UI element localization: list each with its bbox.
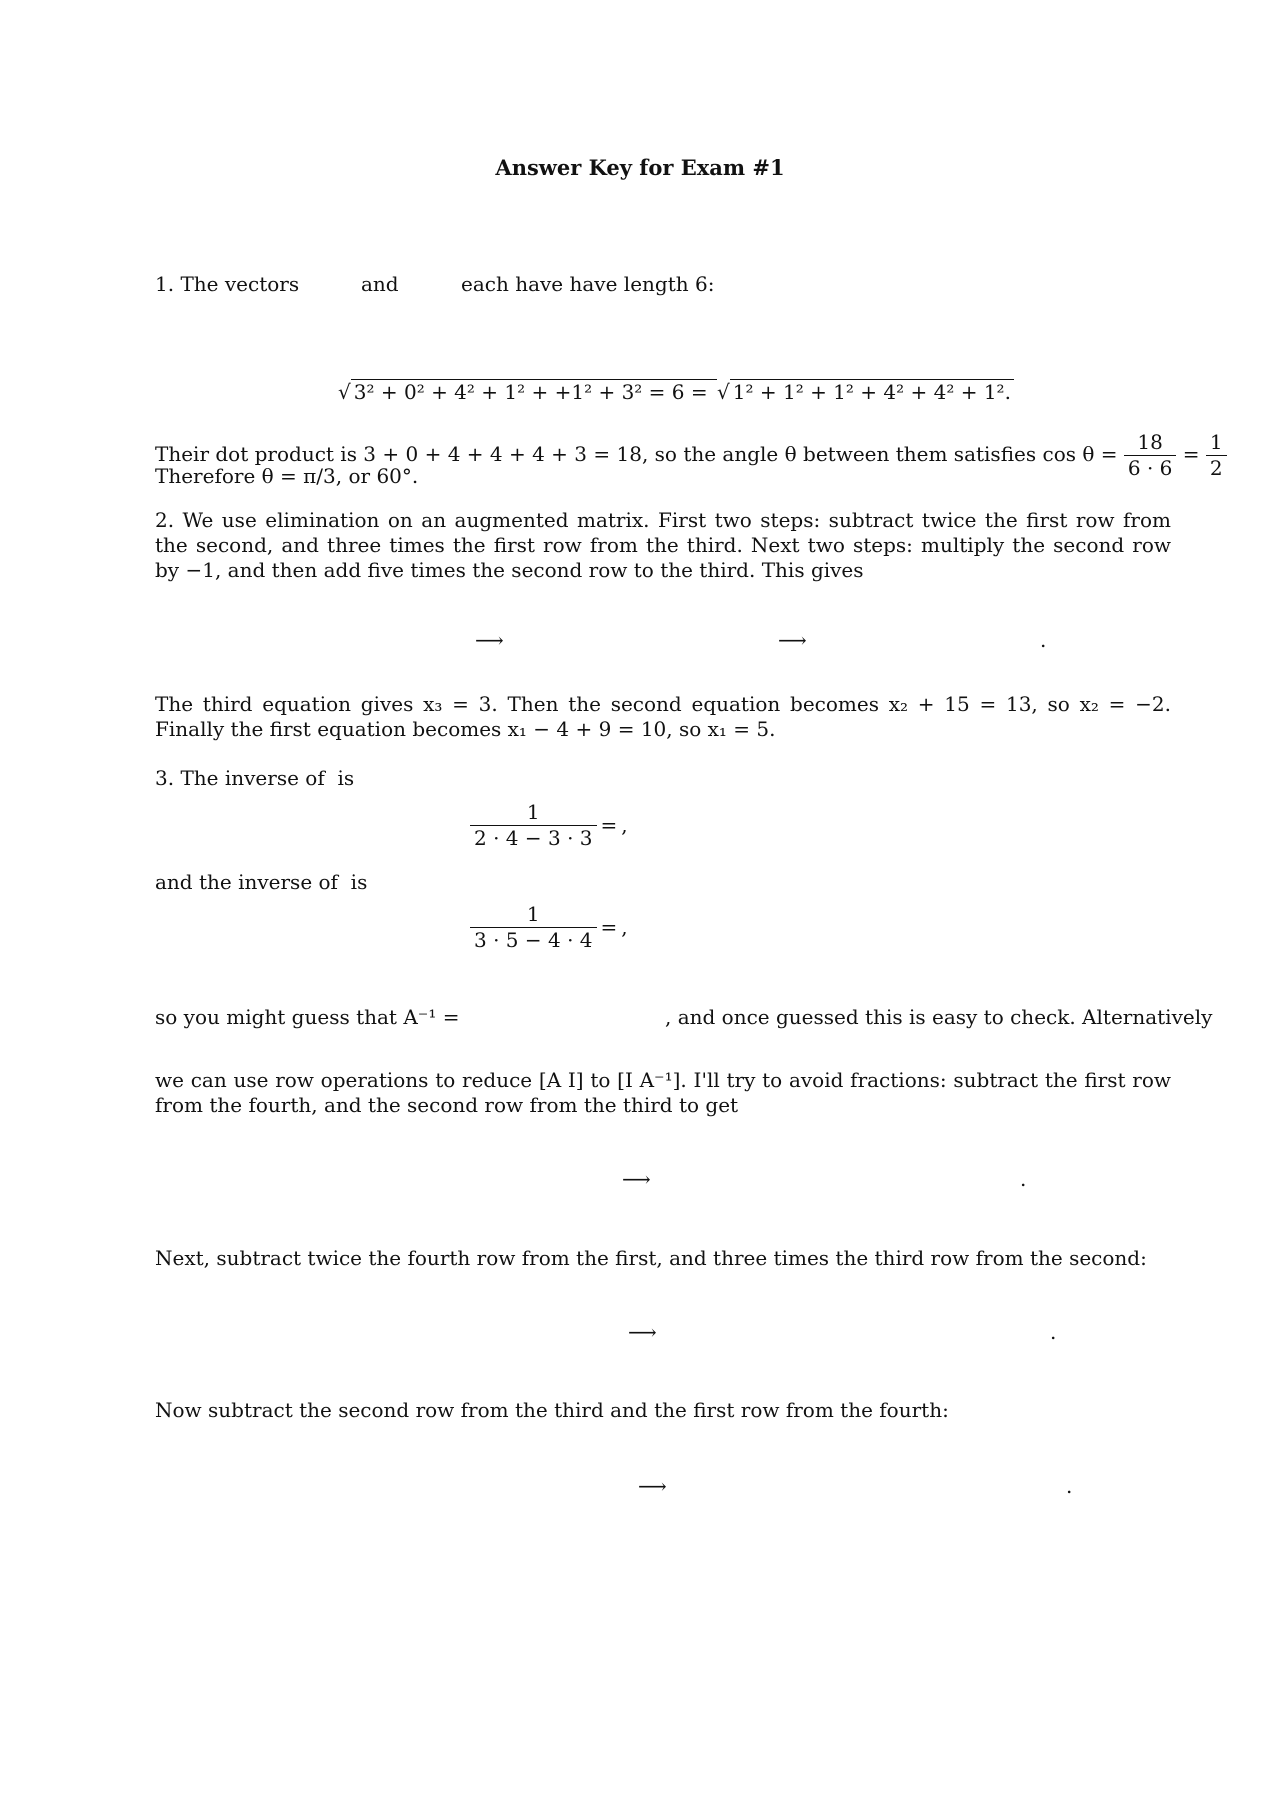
inverse-2-eq: $\frac{1}{3 \cdot 5 - 4 \cdot 4}$ = , xyxy=(470,902,628,953)
p1-tail: each have have length 6: xyxy=(461,272,715,296)
page-title: Answer Key for Exam #1 xyxy=(495,155,785,180)
frac-num: 1 xyxy=(526,800,540,824)
frac-num: 1 xyxy=(526,902,540,926)
now-text: Now subtract the second row from the third and the first row from the fourth: xyxy=(155,1398,949,1422)
period: . xyxy=(1040,628,1047,652)
arrow-icon: ⟶ xyxy=(778,628,807,652)
det-frac-1 xyxy=(470,800,597,851)
guess-pre: so you might guess that A⁻¹ = xyxy=(155,1005,460,1029)
frac-num: 18 xyxy=(1137,430,1163,454)
p3-line-2 xyxy=(155,870,367,895)
period: . xyxy=(1020,1167,1027,1191)
frac-18-36 xyxy=(1124,430,1177,481)
and-inverse-label: and the inverse of xyxy=(155,870,338,894)
det-frac-2 xyxy=(470,902,597,953)
arrow-icon: ⟶ xyxy=(622,1167,651,1191)
row-ops-text: we can use row operations to reduce [A I] to [I A⁻¹]. I'll try to avoid fractions: subtract the first row from the fourth, and the second row from the third to get xyxy=(155,1068,1171,1117)
inverse-1-eq: $\frac{1}{2 \cdot 4 - 3 \cdot 3}$ = , xyxy=(470,800,628,851)
length-rhs: 1² + 1² + 1² + 4² + 4² + 1². xyxy=(730,379,1014,404)
therefore-line: Therefore θ = π/3, or 60°. xyxy=(155,464,419,488)
arrow-icon: ⟶ xyxy=(628,1320,657,1344)
p3-label: 3. The inverse of xyxy=(155,766,325,790)
guess-post: , and once guessed this is easy to check. Alternatively xyxy=(665,1005,1213,1029)
is-word: is xyxy=(337,766,355,790)
is-word: is xyxy=(350,870,368,894)
p2-after: The third equation gives x₃ = 3. Then the second equation becomes x₂ + 15 = 13, so x₂ = −2. Finally the first equation becomes x₁ − 4 + 9 = 10, so x₁ = 5. xyxy=(155,692,1171,741)
frac-1-2 xyxy=(1206,430,1227,481)
arrow-icon: ⟶ xyxy=(475,628,504,652)
p3-line xyxy=(155,766,354,791)
frac-den: 6 · 6 xyxy=(1124,455,1177,481)
p1-and: and xyxy=(361,272,399,296)
period: . xyxy=(1066,1474,1073,1498)
p1-label: 1. The vectors xyxy=(155,272,300,296)
length-equation: √ 3² + 0² + 4² + 1² + +1² + 3² = 6 = √ 1² + 1² + 1² + 4² + 4² + 1². xyxy=(338,380,1014,405)
next-text: Next, subtract twice the fourth row from the first, and three times the third row from the second: xyxy=(155,1246,1147,1270)
p2-text: 2. We use elimination on an augmented matrix. First two steps: subtract twice the first row from the second, and three times the first row from the third. Next two steps: multiply the second row by −1, and then add five times the second row to the third. This gives xyxy=(155,508,1171,582)
arrow-icon: ⟶ xyxy=(638,1474,667,1498)
frac-num: 1 xyxy=(1209,430,1223,454)
period: . xyxy=(1050,1320,1057,1344)
equals: = xyxy=(1182,442,1200,466)
length-lhs: 3² + 0² + 4² + 1² + +1² + 3² = 6 = xyxy=(351,379,717,404)
frac-den: 2 · 4 − 3 · 3 xyxy=(470,825,597,851)
dot-text: Their dot product is 3 + 0 + 4 + 4 + 4 + 3 = 18, so the angle θ between them satisfies cos θ = xyxy=(155,442,1118,466)
frac-den: 2 xyxy=(1206,455,1227,481)
frac-den: 3 · 5 − 4 · 4 xyxy=(470,927,597,953)
